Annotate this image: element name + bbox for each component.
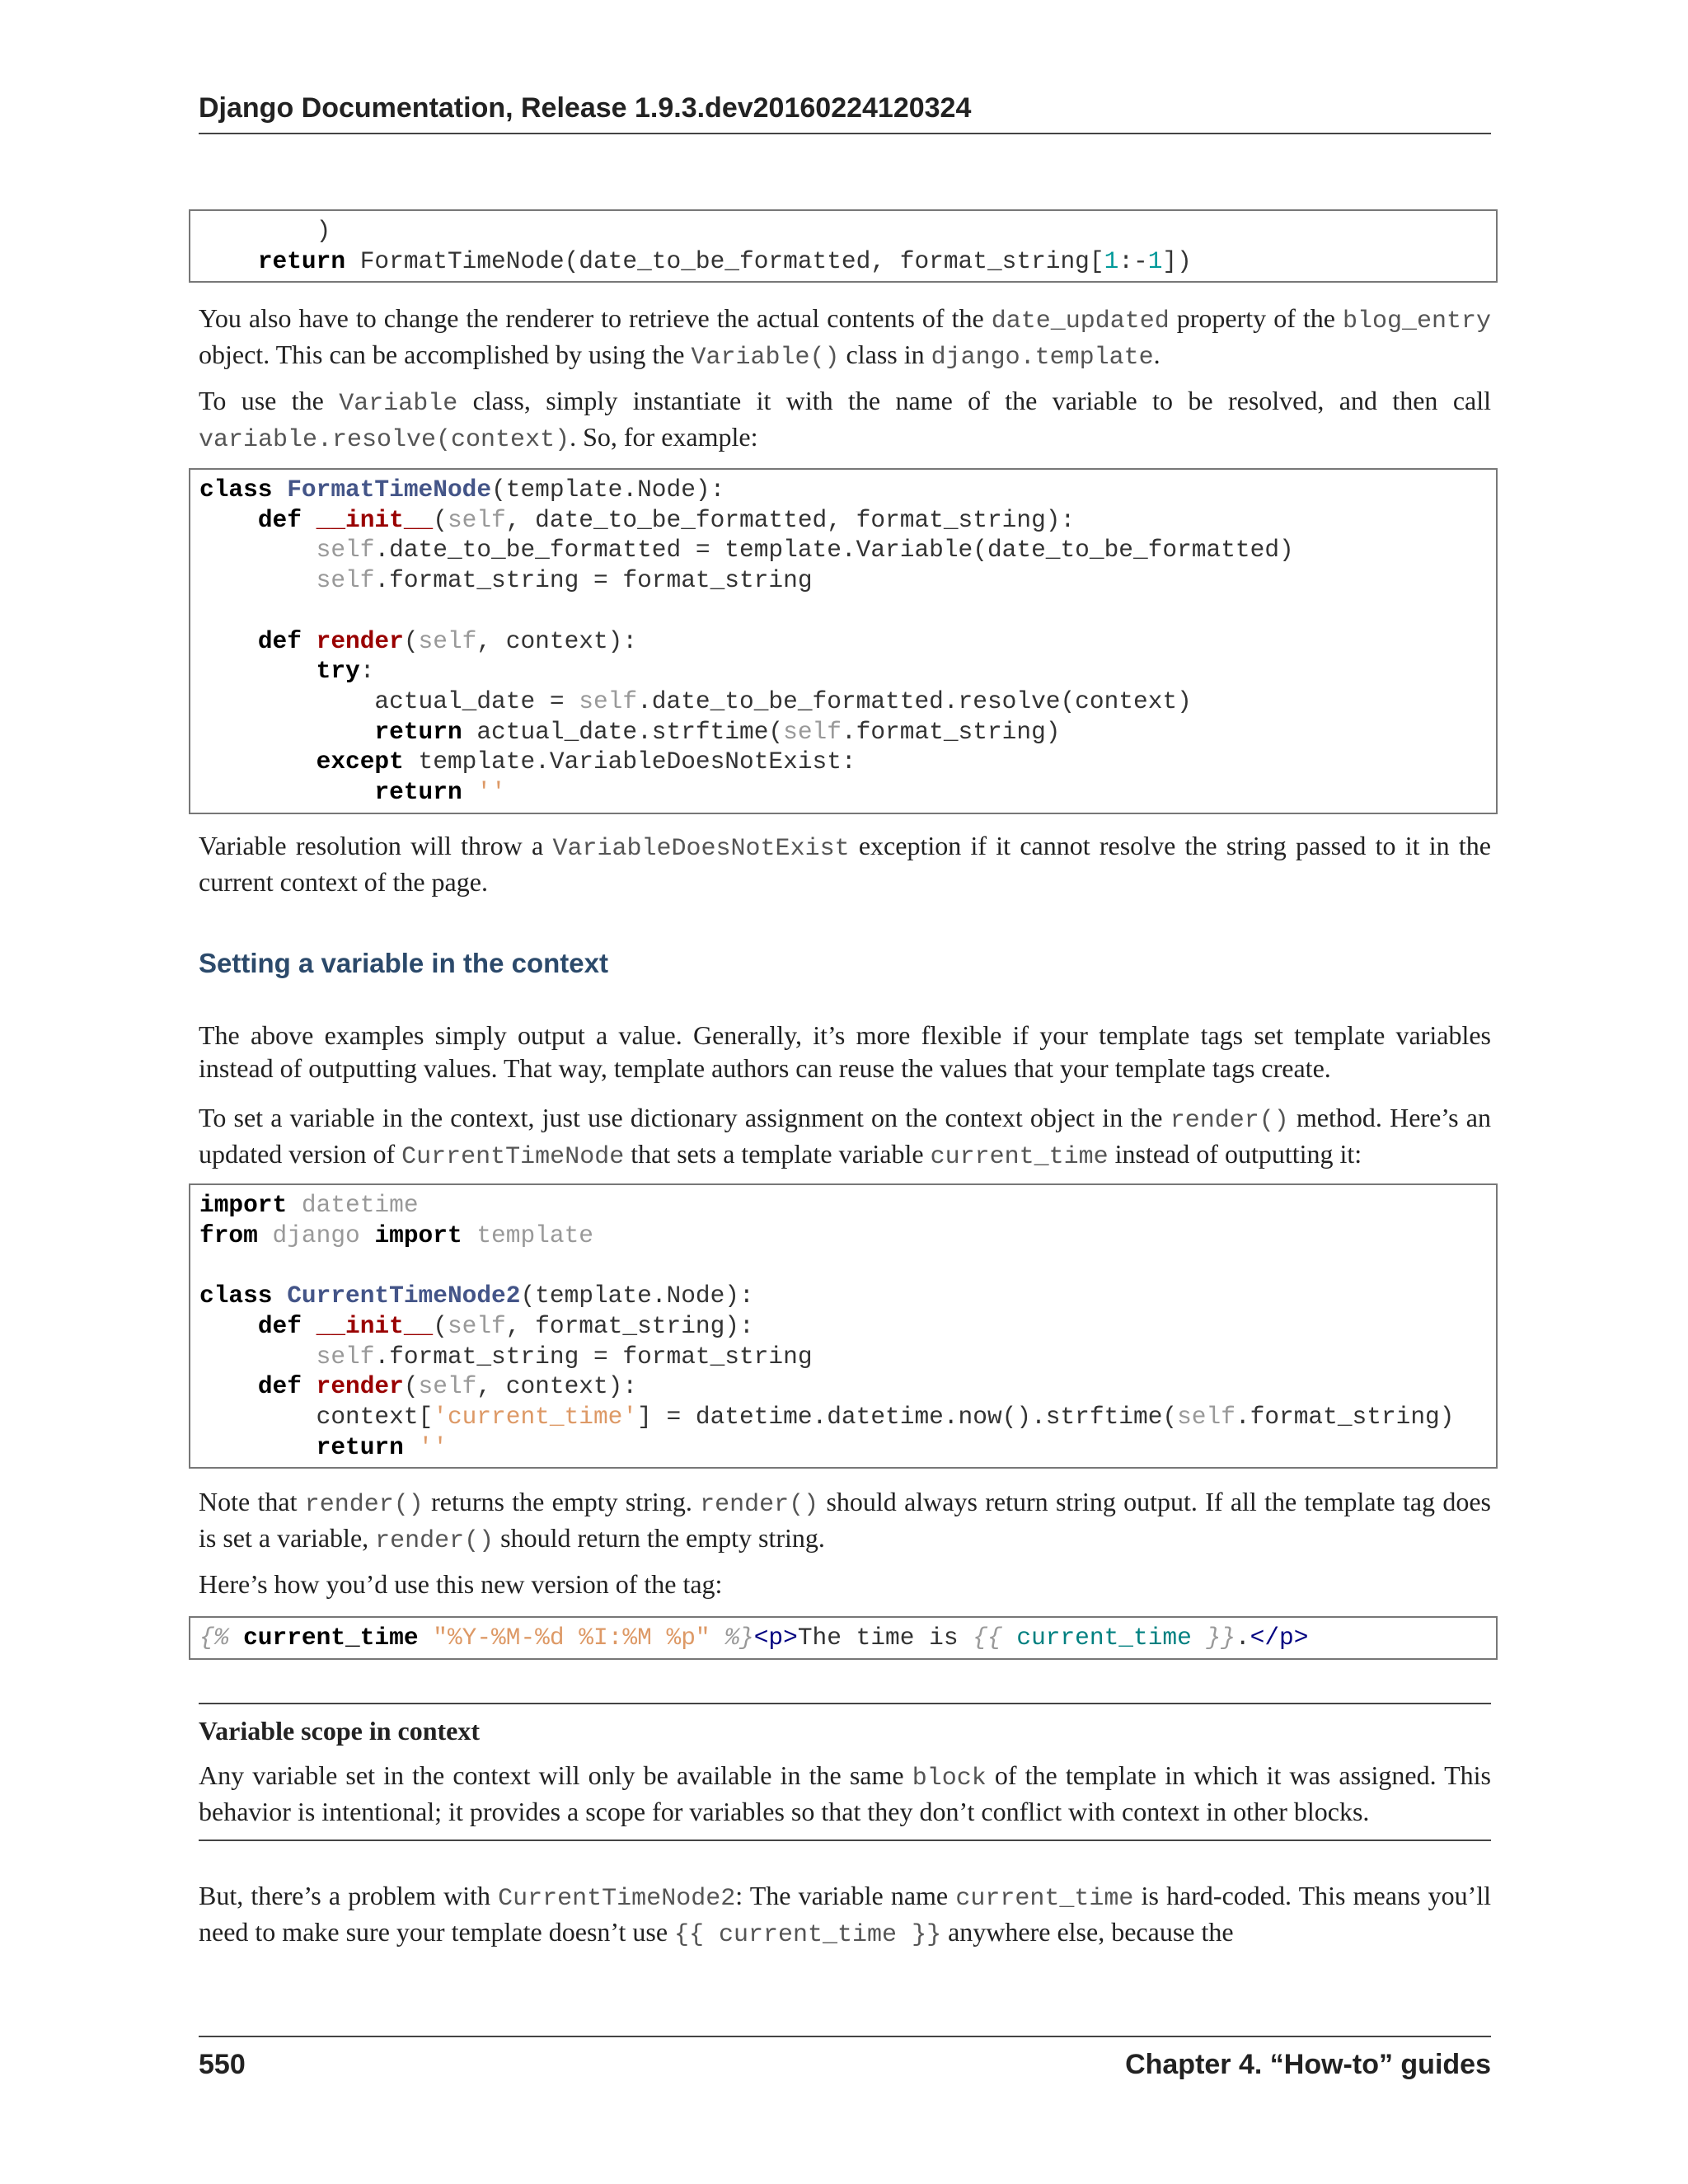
paragraph-usage: Here’s how you’d use this new version of the tag: [199, 1569, 723, 1599]
code-line: class CurrentTimeNode2(template.Node): [199, 1282, 754, 1310]
paragraph-problem: But, there’s a problem with CurrentTimeNode2: The variable name current_time is hard-coded. This means you’ll need to make sure your template doesn’t use {{ current_time }} anywhere else, because the [199, 1881, 1492, 1949]
code-line: {% current_time "%Y-%M-%d %I:%M %p" %}<p>The time is {{ current_time }}.</p> [199, 1624, 1309, 1652]
code-block-4 [189, 1616, 1498, 1660]
code-line: def __init__(self, format_string): [257, 1311, 754, 1340]
code-line: actual_date = self.date_to_be_formatted.resolve(context) [199, 687, 1192, 715]
code-line: return '' [316, 1432, 448, 1461]
paragraph-above-examples: The above examples simply output a value. Generally, it’s more flexible if your template tags set template variables instead of outputting values. That way, template authors can reuse the values that your template tags create. [199, 1020, 1491, 1083]
code-line: return FormatTimeNode(date_to_be_formatted, format_string[1:-1]) [257, 246, 1192, 275]
code-block-2 [189, 468, 1498, 814]
paragraph-note-render: Note that render() returns the empty string. render() should always return string output. If all the template tag does is set a variable, render() should return the empty string. [199, 1487, 1492, 1555]
admonition-body: Any variable set in the context will only be available in the same block of the template in which it was assigned. This behavior is intentional; it provides a scope for variables so that they don’t conflict with context in other blocks. [199, 1760, 1492, 1826]
paragraph-renderer: You also have to change the renderer to retrieve the actual contents of the date_updated property of the blog_entry object. This can be accomplished by using the Variable() class in django.template. [199, 303, 1492, 372]
paragraph-set-variable: To set a variable in the context, just use dictionary assignment on the context object in the render() method. Here’s an updated version of CurrentTimeNode that sets a template variable current_time instead of outputting it: [199, 1103, 1492, 1171]
code-line: self.format_string = format_string [316, 566, 813, 595]
chapter-title: Chapter 4. “How-to” guides [1125, 2049, 1491, 2080]
code-block-1 [189, 209, 1498, 283]
code-line: except template.VariableDoesNotExist: [316, 748, 856, 776]
code-line: class FormatTimeNode(template.Node): [199, 476, 725, 504]
code-line: self.date_to_be_formatted = template.Variable(date_to_be_formatted) [316, 536, 1294, 565]
code-line: return '' [374, 778, 506, 807]
code-line: try: [316, 657, 375, 686]
code-line: ) [199, 217, 331, 245]
code-line: def render(self, context): [257, 1372, 638, 1401]
page-footer [199, 2036, 1491, 2081]
code-line: from django import template [199, 1221, 593, 1249]
paragraph-variable-resolution: Variable resolution will throw a VariableDoesNotExist exception if it cannot resolve the string passed to it in the current context of the page. [199, 831, 1492, 897]
admonition-title: Variable scope in context [199, 1716, 481, 1746]
code-block-3 [189, 1183, 1498, 1469]
section-heading: Setting a variable in the context [199, 948, 608, 978]
paragraph-variable-class: To use the Variable class, simply instantiate it with the name of the variable to be resolved, and then call variable.resolve(context). So, for example: [199, 386, 1492, 454]
admonition-variable-scope [199, 1703, 1491, 1841]
code-line: self.format_string = format_string [316, 1342, 813, 1371]
code-line: def render(self, context): [257, 626, 638, 655]
page-number: 550 [199, 2049, 246, 2080]
running-header: Django Documentation, Release 1.9.3.dev20160224120324 [199, 92, 1491, 134]
code-line: import datetime [199, 1191, 419, 1219]
code-line: context['current_time'] = datetime.datetime.now().strftime(self.format_string) [199, 1402, 1455, 1431]
code-line: return actual_date.strftime(self.format_string) [374, 717, 1061, 746]
code-line: def __init__(self, date_to_be_formatted, format_string): [257, 505, 1076, 534]
